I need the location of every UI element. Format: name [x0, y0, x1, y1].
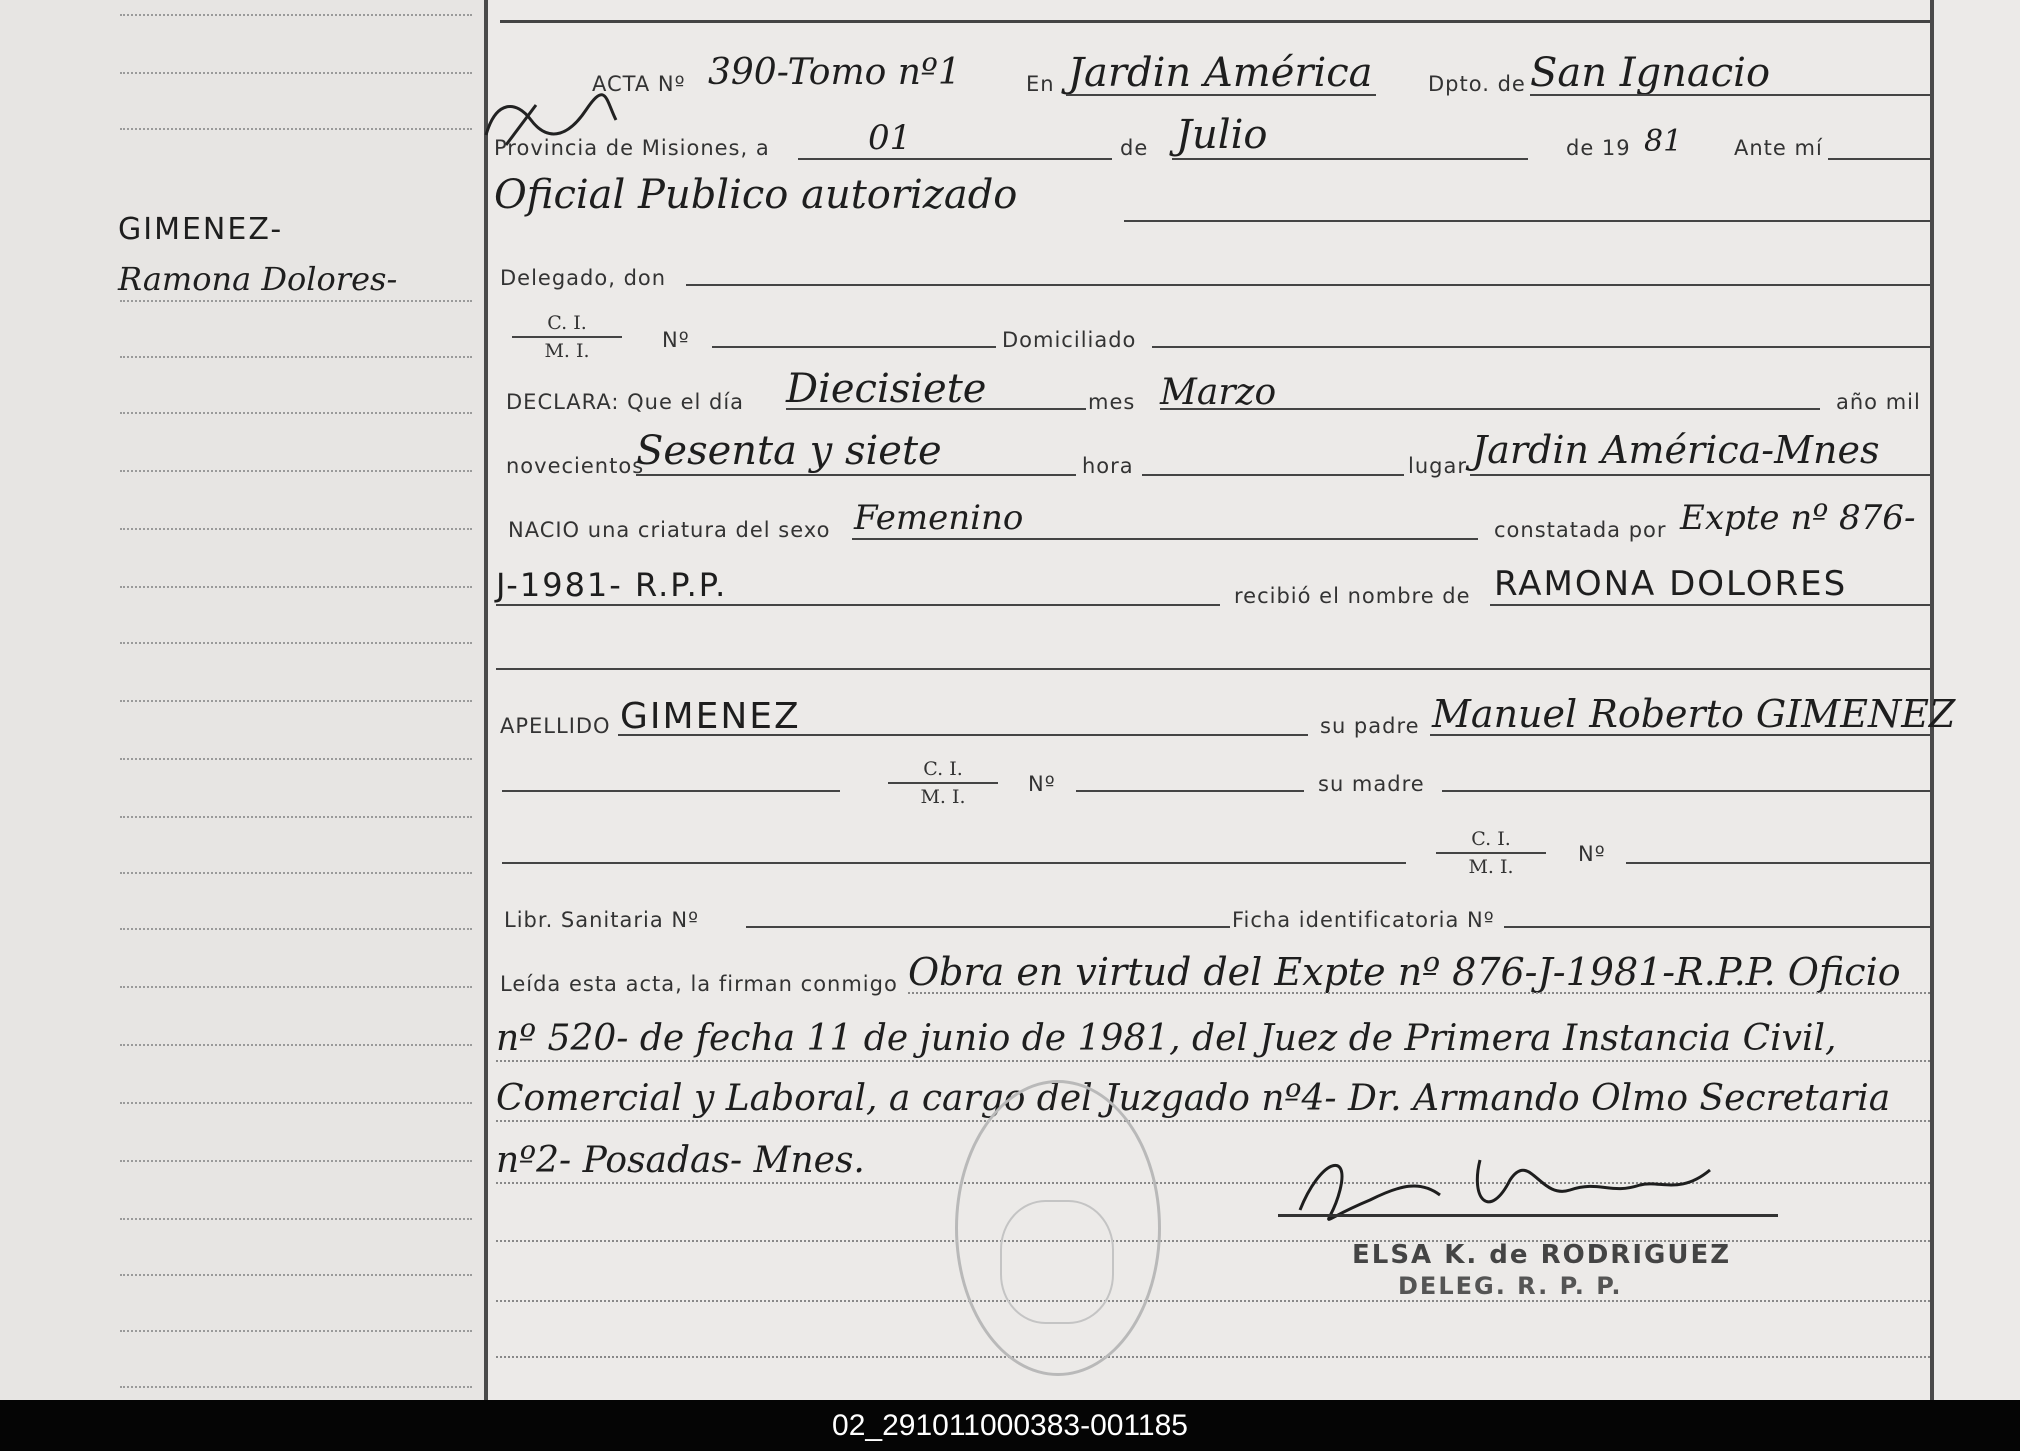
dpto-value: San Ignacio: [1530, 50, 1771, 96]
observation-line-3: Comercial y Laboral, a cargo del Juzgado nº4- Dr. Armando Olmo Secretaria: [496, 1078, 1891, 1119]
image-id-caption: 02_291011000383-001185: [0, 1400, 2020, 1451]
month-value: Julio: [1176, 112, 1268, 158]
dotted-line: [908, 992, 1930, 994]
margin-column: [0, 0, 488, 1400]
dia-value: Diecisiete: [786, 366, 987, 412]
padre-value: Manuel Roberto GIMENEZ: [1432, 692, 1956, 736]
sexo-value: Femenino: [854, 498, 1024, 538]
mi-label: M. I.: [544, 340, 590, 362]
de-label: de: [1120, 136, 1149, 160]
lugar-line: [1470, 474, 1930, 476]
en-line: [1066, 94, 1376, 96]
ci-label: C. I.: [512, 312, 622, 338]
expte-continued: J-1981- R.P.P.: [496, 566, 728, 604]
nombre-line: [1490, 604, 1930, 606]
no-label: Nº: [1028, 772, 1056, 796]
dotted-line: [120, 528, 472, 530]
blank-line: [496, 668, 1930, 670]
ci-label: C. I.: [1436, 828, 1546, 854]
dotted-line: [120, 300, 472, 302]
seal-emblem: [1000, 1200, 1114, 1324]
dotted-line: [120, 128, 472, 130]
dpto-label: Dpto. de: [1428, 72, 1526, 96]
day-line: [798, 158, 1112, 160]
no-label: Nº: [1578, 842, 1606, 866]
dotted-line: [120, 1102, 472, 1104]
en-value: Jardin América: [1068, 50, 1373, 96]
ci-mi-fraction-madre: [1436, 828, 1546, 878]
dotted-line: [496, 1060, 1930, 1062]
mi-label: M. I.: [920, 786, 966, 808]
anio-label: año mil: [1836, 390, 1921, 414]
dotted-line: [120, 412, 472, 414]
no-label: Nº: [662, 328, 690, 352]
novecientos-label: novecientos: [506, 454, 645, 478]
margin-surname: GIMENEZ-: [118, 212, 284, 247]
sexo-line: [852, 538, 1478, 540]
dotted-line: [120, 586, 472, 588]
apellido-value: GIMENEZ: [620, 696, 801, 737]
leida-label: Leída esta acta, la firman conmigo: [500, 972, 898, 996]
ci-label: C. I.: [888, 758, 998, 784]
constatada-value: Expte nº 876-: [1680, 498, 1916, 538]
dotted-line: [120, 1274, 472, 1276]
dotted-line: [120, 986, 472, 988]
libreta-line: [746, 926, 1230, 928]
dotted-line: [120, 700, 472, 702]
recibio-label: recibió el nombre de: [1234, 584, 1471, 608]
provincia-label: Provincia de Misiones, a: [494, 136, 770, 160]
dotted-line: [120, 928, 472, 930]
apellido-label: APELLIDO: [500, 714, 611, 738]
delegado-label: Delegado, don: [500, 266, 667, 290]
expte-line: [496, 604, 1220, 606]
ante-label: Ante mí: [1734, 136, 1823, 160]
margin-given-names: Ramona Dolores-: [118, 260, 398, 298]
mi-label: M. I.: [1468, 856, 1514, 878]
oficial-line: [1124, 220, 1930, 222]
acta-label: ACTA Nº: [592, 72, 686, 96]
en-label: En: [1026, 72, 1055, 96]
dotted-line: [120, 14, 472, 16]
dotted-line: [120, 758, 472, 760]
constatada-label: constatada por: [1494, 518, 1667, 542]
signature-line: [1278, 1214, 1778, 1217]
dpto-line: [1530, 94, 1930, 96]
day-value: 01: [868, 118, 912, 158]
dotted-line: [496, 1300, 1930, 1302]
observation-line-2: nº 520- de fecha 11 de junio de 1981, del Juez de Primera Instancia Civil,: [496, 1018, 1837, 1059]
top-rule: [500, 20, 1930, 23]
declara-label: DECLARA: Que el día: [506, 390, 745, 414]
de-year-label: de 19: [1566, 136, 1631, 160]
form-left-border: [484, 0, 488, 1400]
dotted-line: [120, 72, 472, 74]
stamp-name: ELSA K. de RODRIGUEZ: [1352, 1240, 1732, 1270]
apellido-line: [618, 734, 1308, 736]
madre-no-line: [1626, 862, 1930, 864]
ficha-line: [1504, 926, 1930, 928]
dotted-line: [120, 356, 472, 358]
observation-line-4: nº2- Posadas- Mnes.: [496, 1140, 865, 1181]
novecientos-value: Sesenta y siete: [636, 428, 942, 474]
novecientos-line: [636, 474, 1076, 476]
padre-no-line: [1076, 790, 1304, 792]
padre-ci-line: [502, 790, 840, 792]
madre-label: su madre: [1318, 772, 1425, 796]
ci-mi-fraction: [512, 312, 622, 362]
ficha-label: Ficha identificatoria Nº: [1232, 908, 1495, 932]
delegado-line: [686, 284, 1930, 286]
libreta-label: Libr. Sanitaria Nº: [504, 908, 699, 932]
lugar-label: lugar: [1408, 454, 1467, 478]
dotted-line: [120, 872, 472, 874]
madre-line: [1442, 790, 1930, 792]
hora-line: [1142, 474, 1404, 476]
mes-label: mes: [1088, 390, 1136, 414]
observation-line-1: Obra en virtud del Expte nº 876-J-1981-R.P.P. Oficio: [908, 950, 1901, 994]
nombre-value: RAMONA DOLORES: [1494, 564, 1848, 604]
padre-line: [1430, 734, 1930, 736]
dotted-line: [120, 1160, 472, 1162]
dotted-line: [120, 1330, 472, 1332]
dotted-line: [120, 642, 472, 644]
dotted-line: [120, 1218, 472, 1220]
ci-no-line: [712, 346, 996, 348]
dotted-line: [120, 1386, 472, 1388]
padre-label: su padre: [1320, 714, 1420, 738]
dotted-line: [120, 1044, 472, 1046]
domiciliado-label: Domiciliado: [1002, 328, 1137, 352]
nacio-label: NACIO una criatura del sexo: [508, 518, 831, 542]
year-value: 81: [1644, 124, 1683, 159]
mes-value: Marzo: [1160, 372, 1277, 413]
lugar-value: Jardin América-Mnes: [1472, 428, 1880, 472]
dotted-line: [496, 1120, 1930, 1122]
madre-name-line: [502, 862, 1406, 864]
ci-mi-fraction-padre: [888, 758, 998, 808]
acta-value: 390-Tomo nº1: [708, 52, 961, 93]
dotted-line: [120, 470, 472, 472]
dotted-line: [496, 1356, 1930, 1358]
month-line: [1172, 158, 1528, 160]
hora-label: hora: [1082, 454, 1134, 478]
dotted-line: [120, 816, 472, 818]
oficial-value: Oficial Publico autorizado: [494, 172, 1018, 218]
mes-line: [1160, 408, 1820, 410]
dia-line: [786, 408, 1086, 410]
domiciliado-line: [1152, 346, 1930, 348]
stamp-title: DELEG. R. P. P.: [1398, 1272, 1623, 1300]
ante-line: [1828, 158, 1930, 160]
